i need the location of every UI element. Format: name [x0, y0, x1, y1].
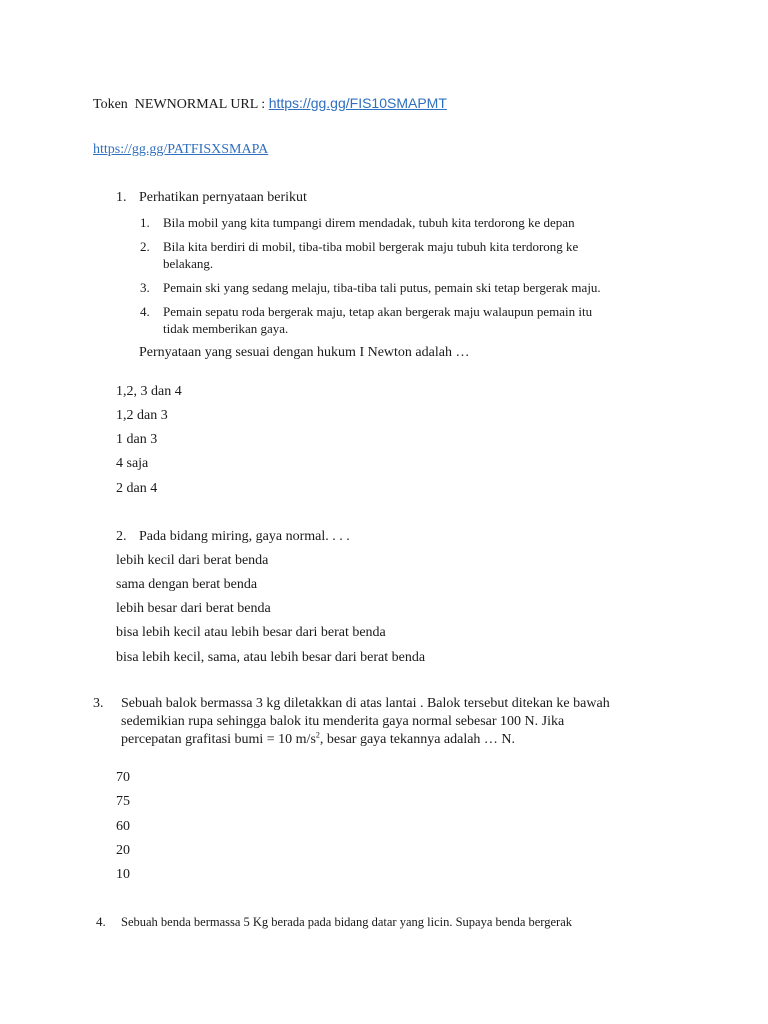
q1-statement-num: 2.	[140, 239, 150, 254]
url-link-1[interactable]: https://gg.gg/FIS10SMAPMT	[268, 95, 447, 111]
q2-number: 2.	[116, 529, 127, 544]
q2-option: lebih besar dari berat benda	[116, 601, 271, 616]
q3-option: 10	[116, 867, 130, 882]
q1-statement-text: Pemain ski yang sedang melaju, tiba-tiba tali putus, pemain ski tetap bergerak maju.	[163, 280, 601, 295]
q3-option: 60	[116, 819, 130, 834]
q4-number: 4.	[96, 914, 106, 929]
q3-option: 75	[116, 794, 130, 809]
q2-option: bisa lebih kecil atau lebih besar dari berat benda	[116, 625, 386, 640]
token-line	[93, 96, 447, 112]
q3-option: 70	[116, 770, 130, 785]
q1-question: Pernyataan yang sesuai dengan hukum I Newton adalah …	[139, 345, 470, 360]
q2-option: sama dengan berat benda	[116, 577, 258, 592]
q1-statement-text: Bila kita berdiri di mobil, tiba-tiba mobil bergerak maju tubuh kita terdorong ke	[163, 239, 579, 254]
url-link-2[interactable]: https://gg.gg/PATFISXSMAPA	[93, 142, 269, 157]
q2-option: bisa lebih kecil, sama, atau lebih besar dari berat benda	[116, 650, 426, 665]
q1-option: 2 dan 4	[116, 481, 158, 496]
q1-statement-text: Bila mobil yang kita tumpangi direm mendadak, tubuh kita terdorong ke depan	[163, 215, 575, 230]
q3-text: sedemikian rupa sehingga balok itu menderita gaya normal sebesar 100 N. Jika	[121, 714, 565, 729]
q3-number: 3.	[93, 696, 104, 711]
q3-option: 20	[116, 843, 130, 858]
q1-prompt: Perhatikan pernyataan berikut	[139, 190, 307, 205]
q1-statement-text-cont: tidak memberikan gaya.	[163, 321, 289, 336]
q4-text: Sebuah benda bermassa 5 Kg berada pada bidang datar yang licin. Supaya benda bergerak	[121, 915, 572, 929]
q1-statement-text: Pemain sepatu roda bergerak maju, tetap akan bergerak maju walaupun pemain itu	[163, 304, 593, 319]
q1-option: 1,2, 3 dan 4	[116, 384, 182, 399]
q1-statement-num: 3.	[140, 280, 150, 295]
q1-number: 1.	[116, 190, 127, 205]
q1-statement-text-cont: belakang.	[163, 256, 214, 271]
q1-option: 4 saja	[116, 456, 149, 471]
q3-text: Sebuah balok bermassa 3 kg diletakkan di atas lantai . Balok tersebut ditekan ke bawah	[121, 696, 610, 711]
q3-superscript: 2	[315, 730, 320, 740]
q2-prompt: Pada bidang miring, gaya normal. . . .	[139, 529, 350, 544]
q1-option: 1 dan 3	[116, 432, 158, 447]
token-label: Token	[93, 97, 128, 112]
q1-statement-num: 1.	[140, 215, 150, 230]
q1-statement-num: 4.	[140, 304, 150, 319]
q3-text	[121, 730, 516, 747]
token-value: NEWNORMAL URL :	[134, 97, 266, 112]
q2-option: lebih kecil dari berat benda	[116, 553, 269, 568]
q3-text-post: , besar gaya tekannya adalah … N.	[319, 732, 516, 747]
q3-text-pre: percepatan grafitasi bumi = 10 m/s	[121, 732, 316, 747]
q1-option: 1,2 dan 3	[116, 408, 168, 423]
